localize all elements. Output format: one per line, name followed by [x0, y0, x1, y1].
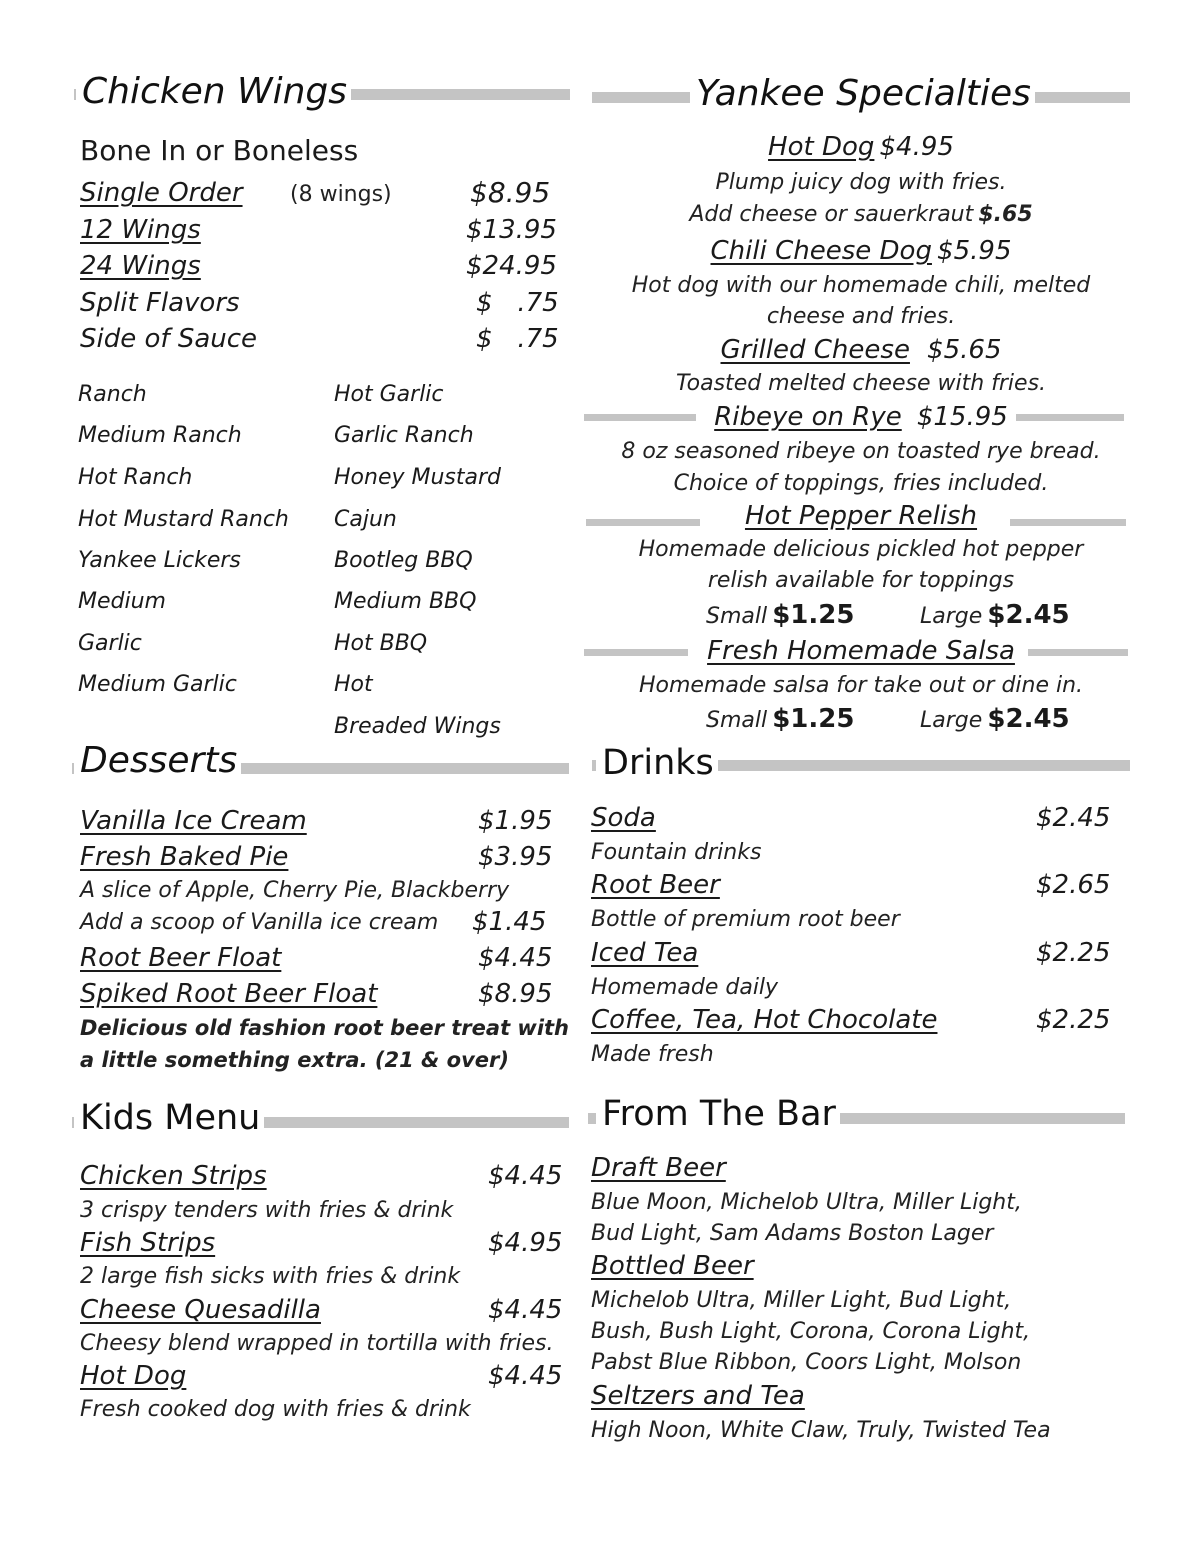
bar-bottled-desc-2: Bush, Bush Light, Corona, Corona Light,	[591, 1319, 1031, 1344]
relish-large-price: $2.45	[987, 600, 1070, 630]
salsa-small-label: Small	[706, 708, 768, 733]
dessert-pie-addon-price: $1.45	[472, 907, 547, 937]
kids-item-desc: Fresh cooked dog with fries & drink	[80, 1397, 471, 1422]
relish-large-label: Large	[920, 604, 983, 629]
kids-item-desc: Cheesy blend wrapped in tortilla with fries.	[80, 1331, 554, 1356]
dessert-spiked-desc-1: Delicious old fashion root beer treat with	[80, 1016, 570, 1040]
wings-price-single-order: $8.95	[470, 176, 551, 209]
drink-name: Iced Tea	[591, 938, 699, 968]
drink-price: $2.65	[1036, 870, 1111, 900]
drink-price: $2.25	[1036, 1005, 1111, 1035]
sauce-item: Hot	[334, 672, 373, 697]
sauce-item: Hot Garlic	[334, 382, 444, 407]
kids-item-price: $4.45	[488, 1361, 563, 1391]
bar-bottled-desc-1: Michelob Ultra, Miller Light, Bud Light,	[591, 1288, 1012, 1313]
wings-item-single-order: Single Order	[80, 178, 243, 208]
yankee-grilled-desc: Toasted melted cheese with fries.	[675, 371, 1047, 396]
bar-seltzers-name: Seltzers and Tea	[591, 1381, 805, 1411]
sauce-item: Medium BBQ	[334, 589, 477, 614]
dessert-spiked-price: $8.95	[478, 979, 553, 1009]
sauce-item: Garlic Ranch	[334, 423, 474, 448]
sauce-item: Medium Garlic	[78, 672, 237, 697]
yankee-grilled-name: Grilled Cheese	[720, 335, 910, 365]
sauce-item: Bootleg BBQ	[334, 548, 473, 573]
yankee-hotdog-price: $4.95	[879, 132, 954, 162]
yankee-hotdog-row	[592, 131, 1130, 163]
salsa-small-price: $1.25	[772, 704, 855, 734]
wings-price-12-wings: $13.95	[466, 215, 557, 245]
kids-item-name: Fish Strips	[80, 1228, 216, 1258]
dessert-pie-price: $3.95	[478, 842, 553, 872]
yankee-salsa-large	[920, 703, 1070, 736]
section-title-kids-menu: Kids Menu	[74, 1098, 264, 1138]
dessert-icecream-price: $1.95	[478, 806, 553, 836]
sauce-item: Garlic	[78, 631, 142, 656]
wings-price-split-flavors: $ .75	[476, 288, 559, 318]
section-title-desserts: Desserts	[74, 741, 241, 781]
sauce-item: Hot Ranch	[78, 465, 193, 490]
dessert-float-name: Root Beer Float	[80, 943, 282, 973]
dessert-icecream-name: Vanilla Ice Cream	[80, 806, 307, 836]
drink-desc: Fountain drinks	[591, 840, 762, 865]
yankee-relish-desc-1: Homemade delicious pickled hot pepper	[638, 537, 1084, 562]
section-title-chicken-wings: Chicken Wings	[76, 72, 351, 112]
bar-draft-desc-1: Blue Moon, Michelob Ultra, Miller Light,	[591, 1190, 1022, 1215]
kids-item-name: Cheese Quesadilla	[80, 1295, 321, 1325]
salsa-large-label: Large	[920, 708, 983, 733]
relish-small-price: $1.25	[772, 600, 855, 630]
wings-item-side-of-sauce: Side of Sauce	[80, 324, 258, 354]
yankee-chili-price: $5.95	[937, 236, 1012, 266]
kids-item-name: Hot Dog	[80, 1361, 187, 1391]
yankee-salsa-desc: Homemade salsa for take out or dine in.	[638, 673, 1084, 698]
yankee-ribeye-name: Ribeye on Rye	[714, 402, 902, 432]
drink-name: Soda	[591, 803, 656, 833]
wings-item-24-wings: 24 Wings	[80, 251, 201, 281]
bar-bottled-desc-3: Pabst Blue Ribbon, Coors Light, Molson	[591, 1350, 1022, 1375]
yankee-ribeye-desc-2: Choice of toppings, fries included.	[673, 471, 1049, 496]
yankee-hotdog-name: Hot Dog	[768, 132, 875, 162]
sauce-item: Hot BBQ	[334, 631, 428, 656]
drink-price: $2.45	[1036, 803, 1111, 833]
wings-subtitle: Bone In or Boneless	[80, 134, 359, 167]
yankee-chili-desc-2: cheese and fries.	[766, 304, 956, 329]
wings-item-12-wings: 12 Wings	[80, 215, 201, 245]
drink-desc: Made fresh	[591, 1042, 714, 1067]
yankee-ribeye-desc-1: 8 oz seasoned ribeye on toasted rye bread.	[621, 439, 1101, 464]
dessert-pie-desc: A slice of Apple, Cherry Pie, Blackberry	[80, 878, 510, 903]
yankee-relish-small	[706, 599, 854, 632]
dessert-spiked-name: Spiked Root Beer Float	[80, 979, 378, 1009]
drink-name: Root Beer	[591, 870, 720, 900]
bar-draft-name: Draft Beer	[591, 1153, 726, 1183]
yankee-chili-row	[592, 235, 1130, 267]
yankee-hotdog-addon	[592, 200, 1130, 230]
bar-seltzers-desc: High Noon, White Claw, Truly, Twisted Tea	[591, 1418, 1051, 1443]
dessert-spiked-desc-2: a little something extra. (21 & over)	[80, 1048, 509, 1072]
drink-name: Coffee, Tea, Hot Chocolate	[591, 1005, 938, 1035]
sauce-item: Breaded Wings	[334, 714, 501, 739]
drink-price: $2.25	[1036, 938, 1111, 968]
kids-item-desc: 2 large fish sicks with fries & drink	[80, 1264, 461, 1289]
kids-item-desc: 3 crispy tenders with fries & drink	[80, 1198, 454, 1223]
section-title-yankee-specialties: Yankee Specialties	[690, 74, 1035, 114]
sauce-item: Hot Mustard Ranch	[78, 507, 289, 532]
relish-small-label: Small	[706, 604, 768, 629]
yankee-ribeye-price: $15.95	[916, 402, 1008, 432]
drink-desc: Homemade daily	[591, 975, 779, 1000]
drink-desc: Bottle of premium root beer	[591, 907, 900, 932]
sauce-item: Honey Mustard	[334, 465, 501, 490]
yankee-ribeye-row	[592, 401, 1130, 433]
kids-item-price: $4.45	[488, 1161, 563, 1191]
wings-price-24-wings: $24.95	[466, 251, 557, 281]
section-title-from-the-bar: From The Bar	[596, 1094, 840, 1134]
wings-price-side-of-sauce: $ .75	[476, 324, 559, 354]
dessert-float-price: $4.45	[478, 943, 553, 973]
yankee-chili-desc-1: Hot dog with our homemade chili, melted	[631, 273, 1091, 298]
yankee-relish-desc-2: relish available for toppings	[707, 568, 1015, 593]
yankee-chili-name: Chili Cheese Dog	[710, 236, 932, 266]
kids-item-price: $4.45	[488, 1295, 563, 1325]
yankee-relish-name: Hot Pepper Relish	[744, 501, 978, 531]
sauce-item: Medium	[78, 589, 166, 614]
kids-item-name: Chicken Strips	[80, 1161, 267, 1191]
bar-bottled-name: Bottled Beer	[591, 1251, 754, 1281]
yankee-grilled-price: $5.65	[927, 335, 1002, 365]
yankee-hotdog-desc: Plump juicy dog with fries.	[715, 170, 1007, 195]
salsa-large-price: $2.45	[987, 704, 1070, 734]
wings-item-single-order-note: (8 wings)	[290, 182, 392, 207]
yankee-salsa-name: Fresh Homemade Salsa	[707, 636, 1015, 666]
sauce-item: Ranch	[78, 382, 147, 407]
yankee-salsa-small	[706, 703, 854, 736]
yankee-grilled-row	[592, 334, 1130, 366]
sauce-item: Cajun	[334, 507, 397, 532]
kids-item-price: $4.95	[488, 1228, 563, 1258]
section-title-drinks: Drinks	[596, 743, 718, 783]
sauce-item: Yankee Lickers	[78, 548, 241, 573]
yankee-hotdog-addon-price: $.65	[978, 202, 1033, 227]
dessert-pie-name: Fresh Baked Pie	[80, 842, 289, 872]
yankee-hotdog-addon-text: Add cheese or sauerkraut	[689, 202, 974, 227]
dessert-pie-addon: Add a scoop of Vanilla ice cream	[80, 910, 439, 935]
wings-item-split-flavors: Split Flavors	[80, 288, 240, 318]
sauce-item: Medium Ranch	[78, 423, 242, 448]
yankee-relish-large	[920, 599, 1070, 632]
bar-draft-desc-2: Bud Light, Sam Adams Boston Lager	[591, 1221, 994, 1246]
